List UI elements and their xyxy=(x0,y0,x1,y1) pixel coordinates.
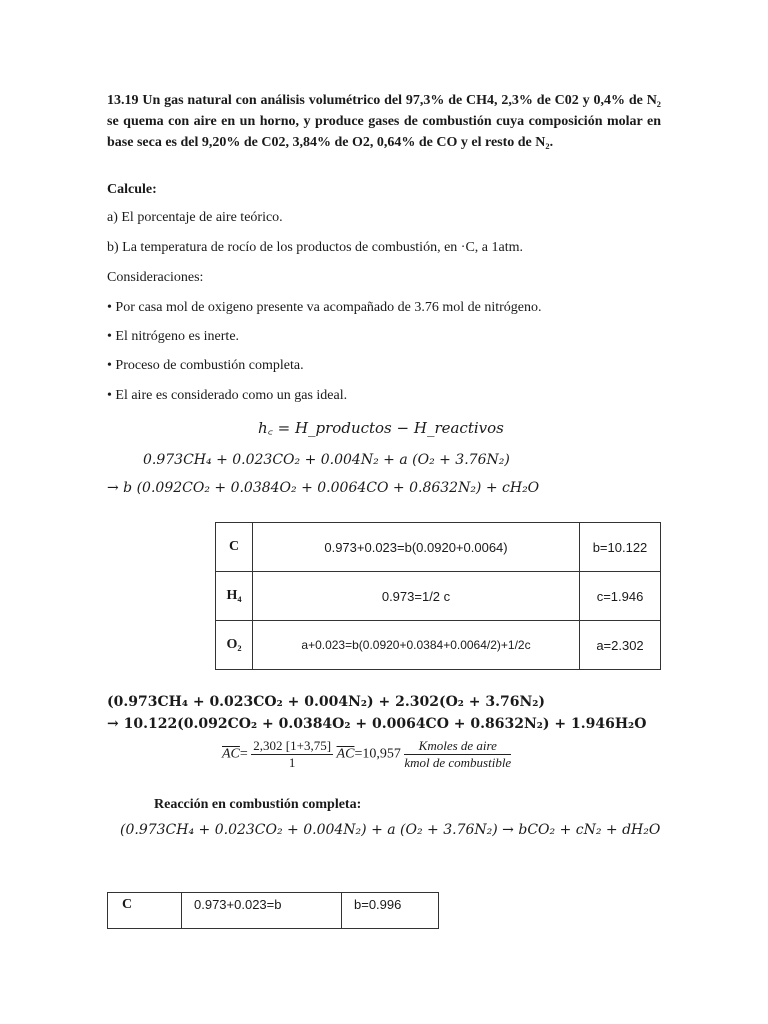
balanced-equation-line1: (0.973CH₄ + 0.023CO₂ + 0.004N₂) + 2.302(O₂ + 3.76N₂) xyxy=(107,694,546,710)
bullet-1: • Por casa mol de oxigeno presente va acompañado de 3.76 mol de nitrógeno. xyxy=(107,300,542,315)
ac-unit-denominator: kmol de combustible xyxy=(404,755,512,770)
table-cell: a=2.302 xyxy=(580,621,661,670)
ac-unit-numerator: Kmoles de aire xyxy=(404,738,511,755)
ac-label-2: $\overline{AC}$ xyxy=(336,746,355,762)
table-cell: H₄ xyxy=(216,572,253,621)
table-cell: C xyxy=(108,893,182,929)
ac-value: =10,957 xyxy=(354,746,401,762)
ac-denominator: 1 xyxy=(288,755,296,770)
equals-sign: = xyxy=(239,746,248,762)
reaction-equation-line1: 0.973CH₄ + 0.023CO₂ + 0.004N₂ + a (O₂ + 3.76N₂) xyxy=(143,452,510,468)
ac-numerator: 2,302 [1+3,75] xyxy=(253,738,332,753)
ac-unit-fraction xyxy=(404,738,511,771)
ac-label: $\overline{AC}$ xyxy=(222,746,240,762)
table-row xyxy=(108,893,439,929)
ac-fraction xyxy=(251,738,333,771)
problem-statement: 13.19 Un gas natural con análisis volumétrico del 97,3% de CH4, 2,3% de C02 y 0,4% de N₂ se quema con aire en un horno, y produce gases de combustión cuya composición molar en base seca es del 9,20% de C02, 3,84% de O2, 0,64% de CO y el resto de N₂. xyxy=(107,93,661,150)
table-row xyxy=(216,621,661,670)
table-cell: c=1.946 xyxy=(580,572,661,621)
consideraciones-heading: Consideraciones: xyxy=(107,270,204,285)
balanced-equation-line2: → 10.122(0.092CO₂ + 0.0384O₂ + 0.0064CO + 0.8632N₂) + 1.946H₂O xyxy=(107,716,647,732)
bullet-3: • Proceso de combustión completa. xyxy=(107,358,304,373)
table-cell: 0.973+0.023=b(0.0920+0.0064) xyxy=(253,523,580,572)
table-cell: O₂ xyxy=(216,621,253,670)
balance-table-2 xyxy=(107,892,439,929)
table-cell: 0.973+0.023=b xyxy=(182,893,342,929)
table-cell: 0.973=1/2 c xyxy=(253,572,580,621)
table-cell: a+0.023=b(0.0920+0.0384+0.0064/2)+1/2c xyxy=(253,621,580,670)
air-fuel-ratio xyxy=(222,738,511,771)
table-row xyxy=(216,523,661,572)
table-cell: C xyxy=(216,523,253,572)
bullet-4: • El aire es considerado como un gas ideal. xyxy=(107,388,348,403)
bullet-2: • El nitrógeno es inerte. xyxy=(107,329,240,344)
table-cell: b=0.996 xyxy=(342,893,439,929)
item-a: a) El porcentaje de aire teórico. xyxy=(107,210,283,225)
reaction-equation-line2: → b (0.092CO₂ + 0.0384O₂ + 0.0064CO + 0.8632N₂) + cH₂O xyxy=(107,480,540,496)
reaction-heading: Reacción en combustión completa: xyxy=(154,797,362,812)
item-b: b) La temperatura de rocío de los productos de combustión, en ·C, a 1atm. xyxy=(107,240,523,255)
calcule-heading: Calcule: xyxy=(107,182,157,197)
table-cell: b=10.122 xyxy=(580,523,661,572)
complete-combustion-equation: (0.973CH₄ + 0.023CO₂ + 0.004N₂) + a (O₂ + 3.76N₂) → bCO₂ + cN₂ + dH₂O xyxy=(120,822,661,838)
enthalpy-equation: h꜀ = H_productos − H_reactivos xyxy=(258,419,504,437)
table-row xyxy=(216,572,661,621)
balance-table xyxy=(215,522,661,670)
